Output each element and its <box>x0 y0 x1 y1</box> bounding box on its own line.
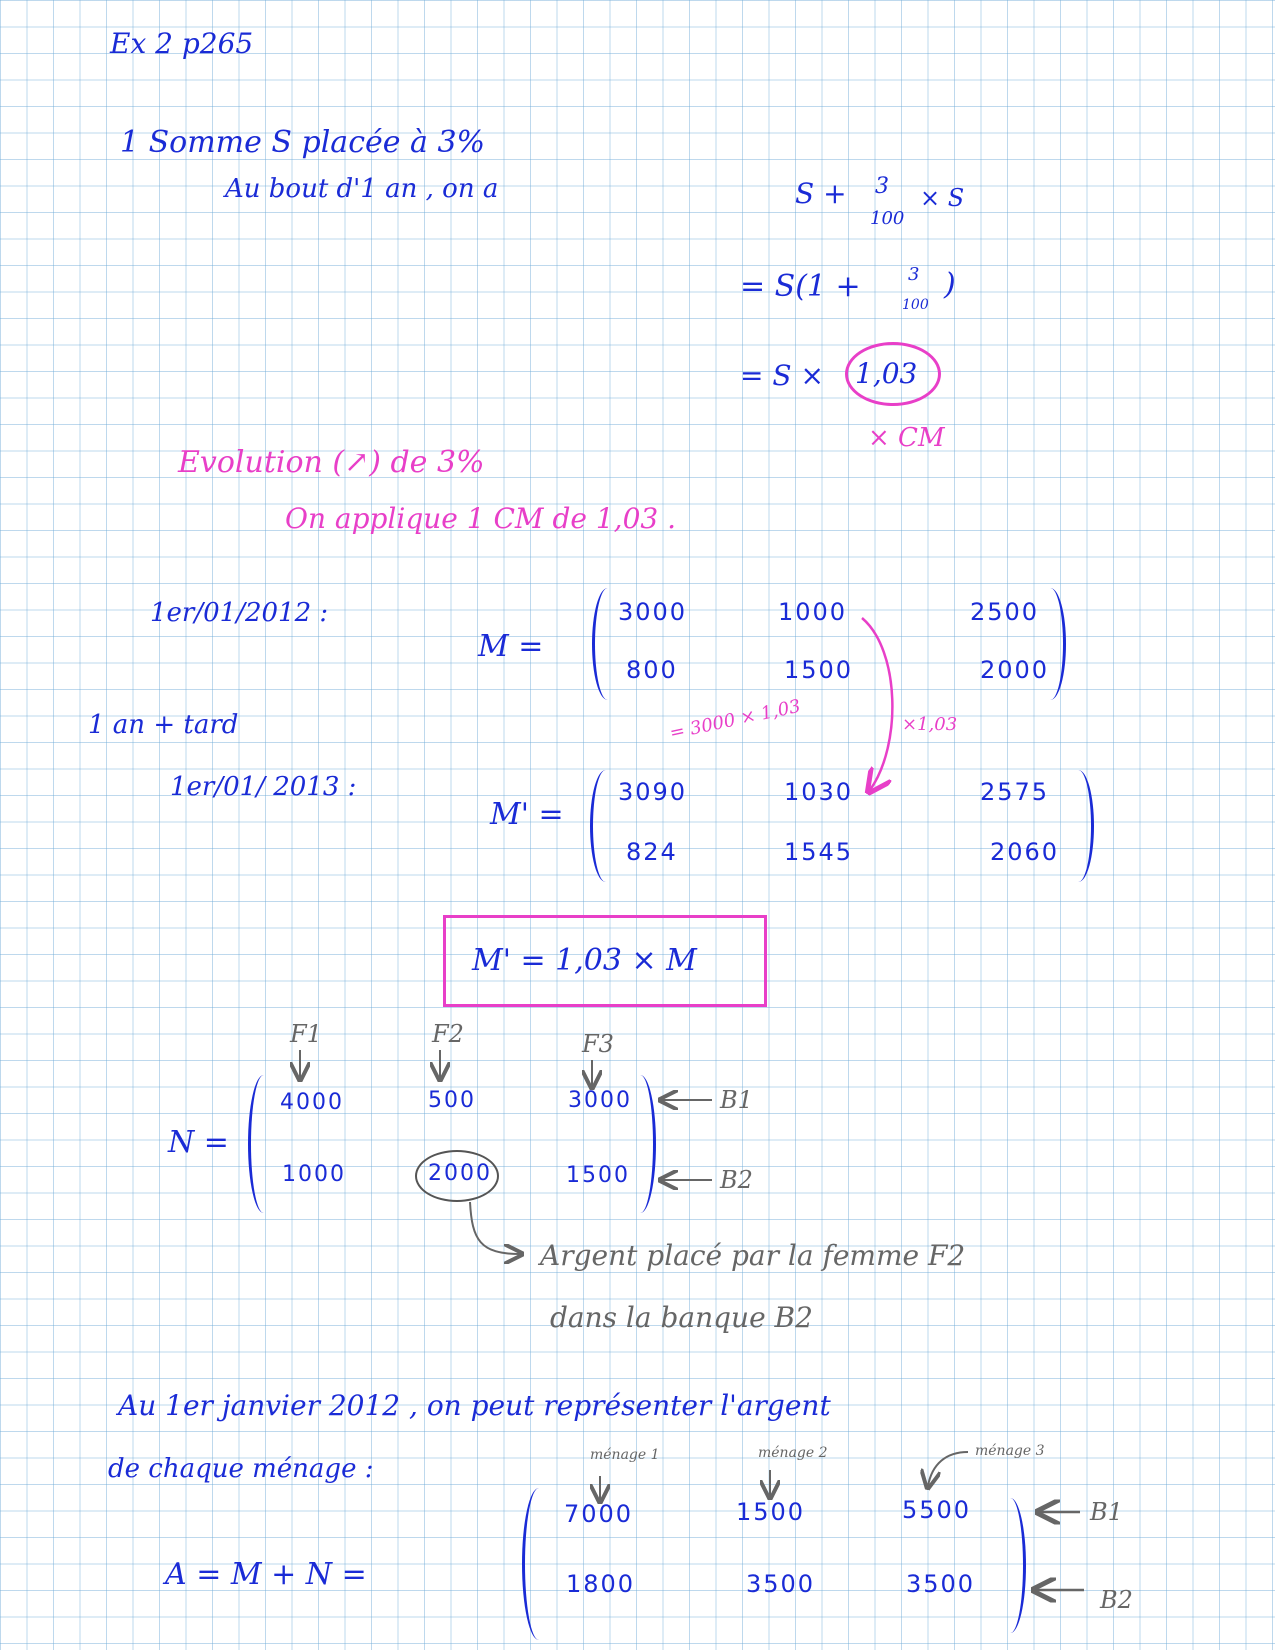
annotation-line-2: dans la banque B2 <box>550 1301 813 1334</box>
matrix-n-cell: 4000 <box>280 1090 344 1115</box>
page-title: Ex 2 p265 <box>110 27 254 60</box>
matrix-m-prime-cell: 1545 <box>784 838 854 866</box>
matrix-n-cell: 2000 <box>428 1161 492 1186</box>
matrix-m-prime-cell: 1030 <box>784 778 854 806</box>
evolution-line-1: Evolution (↗) de 3% <box>178 445 485 480</box>
matrix-n-cell: 1000 <box>282 1162 346 1187</box>
matrix-m-prime-cell: 3090 <box>618 778 688 806</box>
formula-2-denominator: 100 <box>902 297 929 313</box>
matrix-a-cell: 7000 <box>564 1500 634 1528</box>
formula-2: = S(1 + <box>740 269 861 304</box>
formula-1-lhs: S + <box>795 177 847 210</box>
row-label-b1: B1 <box>1090 1498 1123 1526</box>
matrix-a-cell: 1800 <box>566 1570 636 1598</box>
calc-note: = 3000 × 1,03 <box>667 695 803 744</box>
formula-3-coefficient: 1,03 <box>855 357 918 390</box>
col-header-menage-1: ménage 1 <box>590 1447 660 1463</box>
matrix-a-cell: 5500 <box>902 1496 972 1524</box>
intro-line-2: Au bout d'1 an , on a <box>225 174 499 204</box>
matrix-m-date: 1er/01/2012 : <box>150 598 329 628</box>
matrix-a-cell: 1500 <box>736 1498 806 1526</box>
formula-1-rhs: × S <box>920 184 965 212</box>
matrix-a-label: A = M + N = <box>165 1557 367 1592</box>
later-label: 1 an + tard <box>88 710 239 740</box>
matrix-n-cell: 1500 <box>566 1163 630 1188</box>
matrix-m-prime-cell: 2575 <box>980 778 1050 806</box>
matrix-m-prime-cell: 824 <box>626 838 678 866</box>
matrix-m-label: M = <box>478 629 544 664</box>
intro-line-1: 1 Somme S placée à 3% <box>120 125 486 160</box>
col-header-menage-2: ménage 2 <box>758 1445 828 1461</box>
annotation-line-1: Argent placé par la femme F2 <box>540 1239 966 1272</box>
multiplier-arrow-note: ×1,03 <box>902 714 958 735</box>
col-header-f1: F1 <box>290 1020 322 1048</box>
multiplier-arrow <box>862 618 892 790</box>
matrix-a-cell: 3500 <box>906 1570 976 1598</box>
matrix-m-cell: 2500 <box>970 598 1040 626</box>
col-header-menage-3: ménage 3 <box>975 1443 1045 1459</box>
cm-note: × CM <box>868 423 945 453</box>
matrix-a-cell: 3500 <box>746 1570 816 1598</box>
matrix-m-cell: 1500 <box>784 656 854 684</box>
formula-1-numerator: 3 <box>875 174 889 199</box>
matrix-n-cell: 3000 <box>568 1088 632 1113</box>
matrix-n-label: N = <box>168 1125 229 1160</box>
matrix-m-prime-date: 1er/01/ 2013 : <box>170 772 357 802</box>
matrix-m-cell: 3000 <box>618 598 688 626</box>
row-label-b2: B2 <box>1100 1586 1133 1614</box>
annotation-arrow <box>470 1202 520 1254</box>
matrix-m-cell: 800 <box>626 656 678 684</box>
result-formula: M' = 1,03 × M <box>472 943 697 978</box>
conclusion-line-1: Au 1er janvier 2012 , on peut représenter l'argent <box>118 1389 831 1422</box>
matrix-m-prime-cell: 2060 <box>990 838 1060 866</box>
formula-3-prefix: = S × <box>740 359 824 392</box>
menage-3-arrow <box>928 1452 968 1486</box>
formula-2-numerator: 3 <box>908 264 920 285</box>
formula-1-denominator: 100 <box>870 208 905 229</box>
matrix-m-cell: 2000 <box>980 656 1050 684</box>
matrix-n-cell: 500 <box>428 1088 476 1113</box>
row-label-b1: B1 <box>720 1086 753 1114</box>
col-header-f3: F3 <box>582 1030 614 1058</box>
matrix-m-cell: 1000 <box>778 598 848 626</box>
matrix-m-prime-label: M' = <box>490 797 564 832</box>
conclusion-line-2: de chaque ménage : <box>108 1454 374 1484</box>
formula-2-close: ) <box>944 267 956 302</box>
col-header-f2: F2 <box>432 1020 464 1048</box>
row-label-b2: B2 <box>720 1166 753 1194</box>
evolution-line-2: On applique 1 CM de 1,03 . <box>285 502 677 535</box>
